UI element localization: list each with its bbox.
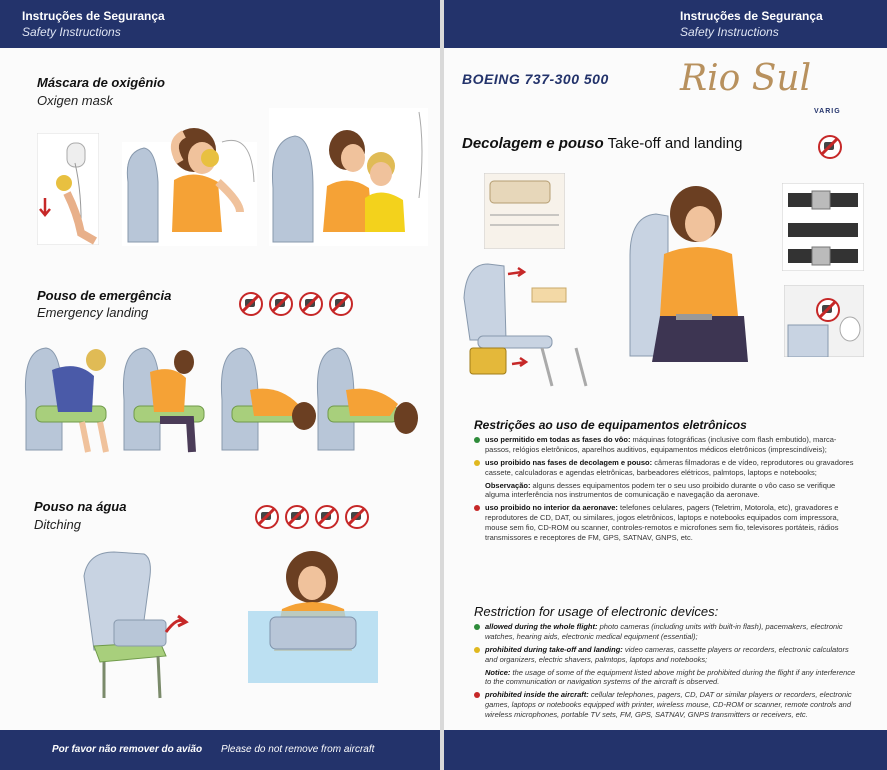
green-dot-icon <box>474 624 480 630</box>
no-glasses-icon <box>299 292 323 316</box>
yellow-dot-icon <box>474 460 480 466</box>
restriction-pt-takeoff: uso proibido nas fases de decolagem e pouso: câmeras filmadoras e de vídeo, reprodutores ou gravadores cassete, calculadoras e agendas eletrônicas, barbeadores elétricos, palmtops, laptops e notebooks; <box>474 458 860 478</box>
floating-with-cushion-illustration <box>248 551 378 683</box>
no-smoking-icon <box>345 505 369 529</box>
airline-logo <box>680 58 811 99</box>
restriction-en-prohibited: prohibited inside the aircraft: cellular telephones, pagers, CD, DAT or similar players or recorders, electronic games, laptops or notebooks equipped with printer, wireless mouse, CD-ROM or scanner, remote controls and wireless microphones, portable TV sets, FM, GPS, SATNAV, GNPS transmitters or receivers, etc. <box>474 690 860 720</box>
seatbelt-woman-illustration <box>620 186 754 362</box>
takeoff-title <box>462 135 742 152</box>
takeoff-title-pt: Decolagem e pouso <box>462 135 604 152</box>
aircraft-model: BOEING 737-300 500 <box>462 71 609 87</box>
restriction-en-allowed: allowed during the whole flight: photo cameras (including units with built-in flash), pacemakers, electronic watches, hearing aids, electronic medical equipment (essential); <box>474 622 860 642</box>
brace-positions-illustration <box>22 340 422 460</box>
restrictions-pt-title: Restrições ao uso de equipamentos eletrônicos <box>474 418 747 432</box>
oxygen-mask-woman-illustration <box>122 122 257 246</box>
right-header <box>444 0 887 48</box>
oxygen-title: Máscara de oxigênio <box>37 75 165 90</box>
restrictions-pt-list <box>474 435 860 546</box>
left-footer <box>0 730 440 770</box>
header-title-pt: Instruções de Segurança <box>680 9 823 23</box>
restriction-en-takeoff: prohibited during take-off and landing: video cameras, cassette players or recorders, electronic calculators and organizers, electric shavers, palmtops, laptops and notebooks; <box>474 645 860 665</box>
ditching-title: Pouso na água <box>34 499 127 514</box>
takeoff-title-en: Take-off and landing <box>607 135 743 152</box>
header-title-pt: Instruções de Segurança <box>22 9 165 23</box>
no-high-heels-icon <box>269 292 293 316</box>
right-panel <box>444 0 887 770</box>
no-smoking-icon <box>329 292 353 316</box>
no-high-heels-icon <box>285 505 309 529</box>
header-title-en: Safety Instructions <box>680 25 779 39</box>
no-luggage-icon <box>255 505 279 529</box>
restriction-pt-prohibited: uso proibido no interior da aeronave: telefones celulares, pagers (Teletrim, Motorola, etc), gravadores e reprodutores de CD, DAT, ou similares, jogos eletrônicos, laptops e notebooks equipados com impressora, mouse sem fio, CD-ROM ou scanner, controles-remotos e microfones sem fio, televisores portáteis, rádios transmissores e receptores de FM, GPS, SATNAV, GNPS, etc. <box>474 503 860 543</box>
no-glasses-icon <box>315 505 339 529</box>
no-smoking-icon <box>818 135 842 159</box>
footer-note-pt: Por favor não remover do avião <box>52 744 203 755</box>
green-dot-icon <box>474 437 480 443</box>
footer-note-en: Please do not remove from aircraft <box>221 744 375 755</box>
restrictions-en-list <box>474 622 860 723</box>
restriction-pt-allowed: uso permitido em todas as fases do vôo: máquinas fotográficas (inclusive com flash embutido), marca-passos, relógios eletrônicos, aparelhos auditivos, equipamentos médicos eletrônicos (imprescindíveis); <box>474 435 860 455</box>
restriction-pt-note: Observação: alguns desses equipamentos podem ter o seu uso proibido durante o vôo caso se verifique alguma interferência nos instrumentos de comunicação e navegação da aeronave. <box>485 480 836 500</box>
red-dot-icon <box>474 692 480 698</box>
left-header <box>0 0 440 48</box>
seatbelt-buckle-illustration <box>782 183 864 271</box>
seat-upright-tray-illustration <box>452 258 602 388</box>
oxygen-mask-drop-illustration <box>37 133 99 245</box>
ditching-subtitle: Ditching <box>34 517 81 532</box>
emergency-title: Pouso de emergência <box>37 288 172 303</box>
red-dot-icon <box>474 505 480 511</box>
right-footer <box>444 730 887 770</box>
header-title-en: Safety Instructions <box>22 25 121 39</box>
left-panel <box>0 0 440 770</box>
no-smoking-icon <box>816 298 840 322</box>
seat-cushion-illustration <box>74 546 194 706</box>
airline-logo-text: Rio Sul <box>680 58 812 99</box>
no-luggage-icon <box>239 292 263 316</box>
restriction-en-note: Notice: the usage of some of the equipment listed above might be prohibited during the flight if any interference to the communication or navigation systems of the aircraft is observed. <box>485 667 856 687</box>
oxygen-mask-child-illustration <box>269 108 428 246</box>
oxygen-subtitle: Oxigen mask <box>37 93 113 108</box>
overhead-bin-illustration <box>484 173 565 249</box>
airline-logo-sub: VARIG <box>814 108 841 115</box>
emergency-subtitle: Emergency landing <box>37 305 149 320</box>
yellow-dot-icon <box>474 647 480 653</box>
restrictions-en-title: Restriction for usage of electronic devices: <box>474 604 719 619</box>
